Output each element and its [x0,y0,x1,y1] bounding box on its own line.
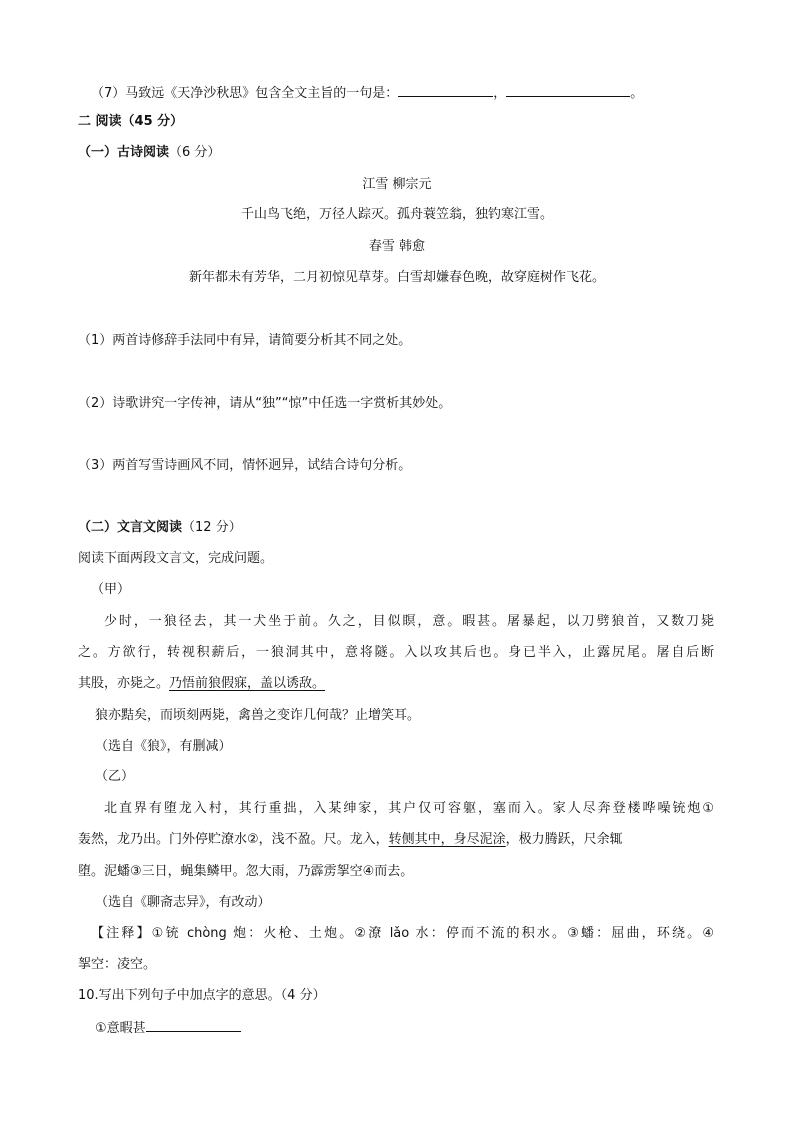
jia-line-3-text: 其股，亦毙之。 [78,676,170,691]
jia-line-1: 少时，一狼径去，其一犬坐于前。久之，目似瞑，意。暇甚。屠暴起，以刀劈狼首，又数刀毙 [104,614,714,629]
part2-heading [78,518,242,538]
poem1-title: 江雪 柳宗元 [362,177,432,192]
poetry-question-3: （3）两首写雪诗画风不同，情怀迥异，试结合诗句分析。 [78,458,412,473]
question-10-item-1-blank[interactable] [146,1017,241,1032]
part1-score: （6 分） [169,145,221,160]
jia-line-4: 狼亦黠矣，而顷刻两毙，禽兽之变诈几何哉？止增笑耳。 [95,708,421,723]
poem1-text: 千山鸟飞绝，万径人踪灭。孤舟蓑笠翁，独钓寒江雪。 [240,207,553,222]
part2-score: （12 分） [182,520,242,535]
yi-line-1: 北直界有堕龙入村，其行重拙，入某绅家，其户仅可容躯，塞而入。家人尽奔登楼哗噪铳炮① [104,801,714,816]
question-10-item-1 [95,1017,241,1039]
q7-answer-blank-2[interactable] [506,82,630,97]
poem2-title: 春雪 韩愈 [368,239,426,254]
yi-source: （选自《聊斋志异》，有改动） [95,895,271,910]
jia-underlined-sentence: 乃悟前狼假寐，盖以诱敌。 [169,676,326,691]
poetry-question-1: （1）两首诗修辞手法同中有异，请简要分析其不同之处。 [78,333,412,348]
jia-label: （甲） [91,582,131,597]
jia-line-2: 之。方欲行，转视积薪后，一狼洞其中，意将隧。入以攻其后也。身已半入，止露尻尾。屠自后断 [78,645,714,660]
part1-heading [78,143,220,163]
q7-separator: ， [493,86,507,101]
yi-underlined-phrase: 转侧其中，身尽泥涂 [388,832,506,847]
poem2-text: 新年都未有芳华，二月初惊见草芽。白雪却嫌春色晚，故穿庭树作飞花。 [188,270,605,285]
yi-line-2-end: ，极力腾跃，尺余辄 [505,832,623,847]
notes-line-2: 挐空：凌空。 [78,957,157,972]
section2-title: 二 阅读（45 分） [78,114,184,129]
question-10: 10.写出下列句子中加点字的意思。（4 分） [78,988,326,1003]
poetry-question-2: （2）诗歌讲究一字传神，请从“独”“惊”中任选一字赏析其妙处。 [78,396,452,411]
question-10-item-1-label: ①意暇甚 [95,1021,146,1036]
q7-end: 。 [630,86,644,101]
notes-line-1: 【注释】①铳 chòng 炮：火枪、土炮。②潦 lǎo 水：停而不流的积水。③蟠：屈曲，环绕。④ [91,926,714,941]
part1-title: （一）古诗阅读 [78,145,170,160]
jia-line-3 [78,674,325,694]
part2-intro: 阅读下面两段文言文，完成问题。 [78,551,274,566]
jia-source: （选自《狼》，有删减） [95,739,232,754]
yi-label: （乙） [95,769,135,784]
yi-line-2-start: 轰然，龙乃出。门外停贮潦水②，浅不盈。尺。龙入， [78,832,389,847]
yi-line-2 [78,830,623,850]
part2-title: （二）文言文阅读 [78,520,183,535]
q7-line [91,82,643,104]
q7-answer-blank-1[interactable] [398,82,493,97]
yi-line-3: 堕。泥蟠③三日，蝇集鳞甲。忽大雨，乃霹雳挐空④而去。 [78,864,414,879]
q7-prefix: （7）马致远《天净沙秋思》包含全文主旨的一句是： [91,86,399,101]
